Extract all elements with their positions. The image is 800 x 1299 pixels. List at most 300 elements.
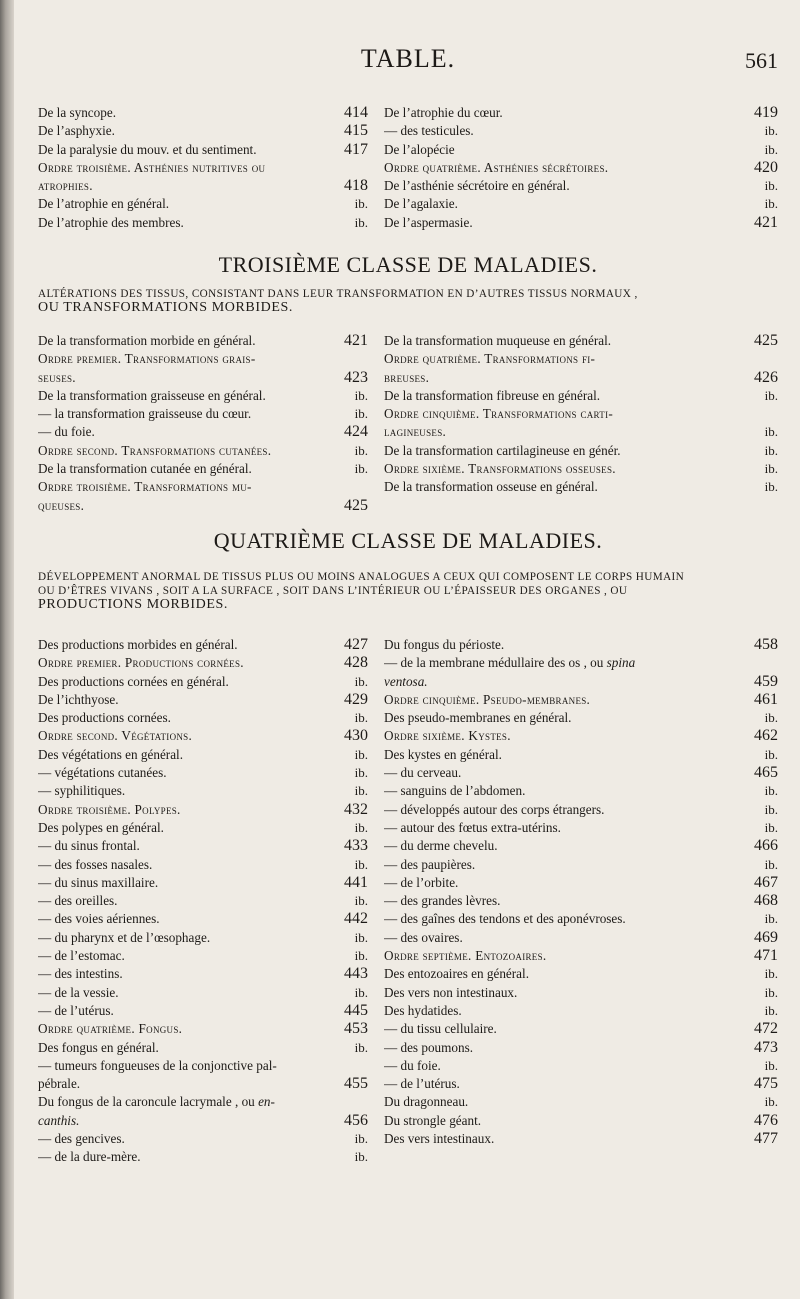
index-entry: [38, 423, 368, 441]
entry-title: [38, 350, 256, 368]
entry-text: breuses.: [384, 369, 430, 385]
entry-text: De l’aspermasie.: [384, 214, 473, 230]
entry-text: — du sinus maxillaire.: [38, 874, 159, 890]
index-entry: [384, 104, 778, 122]
entry-page-number: ib.: [354, 819, 368, 835]
entry-page-number: ib.: [354, 765, 368, 781]
entry-page-number: 445: [344, 1001, 368, 1019]
entry-page-number: 465: [754, 764, 778, 782]
entry-text: De l’atrophie du cœur.: [384, 105, 503, 120]
entry-text: — du pharynx et de l’œsophage.: [38, 929, 211, 945]
entry-title: [384, 405, 613, 423]
entry-title: [38, 636, 238, 654]
entry-text: Ordre premier. Productions cornées.: [38, 655, 244, 671]
entry-page-number: 473: [754, 1038, 778, 1056]
entry-title: [38, 1020, 182, 1038]
entry-title: [384, 177, 570, 195]
entry-title: [38, 1039, 159, 1057]
index-entry: [384, 782, 778, 800]
index-entry: [38, 350, 368, 368]
class3-subtitle: [38, 287, 778, 315]
entry-text: — du cerveau.: [384, 765, 462, 781]
index-entry: [384, 195, 778, 213]
index-entry: [384, 856, 778, 874]
entry-title: [384, 746, 502, 764]
page-number: 561: [745, 48, 778, 73]
index-entry: [38, 141, 368, 159]
index-entry: [38, 478, 368, 496]
index-entry: [384, 1002, 778, 1020]
entry-page-number: ib.: [354, 856, 368, 872]
top-left-column: [38, 104, 368, 232]
entry-text: — la transformation graisseuse du cœur.: [38, 406, 252, 422]
entry-title: [384, 764, 461, 782]
index-entry: [384, 727, 778, 745]
index-entry: [384, 837, 778, 855]
entry-text: De l’alopécie: [384, 141, 455, 157]
entry-page-number: ib.: [354, 948, 368, 964]
entry-text: De la transformation fibreuse en général.: [384, 387, 601, 403]
entry-title: [38, 478, 252, 496]
index-entry: [384, 387, 778, 405]
entry-title: [384, 387, 600, 405]
entry-text: — des poumons.: [384, 1039, 474, 1055]
class4-right-column: [384, 636, 778, 1148]
entry-title: [384, 1130, 494, 1148]
entry-page-number: ib.: [764, 479, 778, 495]
entry-text: Du fongus du périoste.: [384, 637, 505, 652]
entry-text: — des fosses nasales.: [38, 856, 153, 872]
class4-heading: QUATRIÈME CLASSE DE MALADIES.: [213, 528, 603, 553]
entry-page-number: 429: [344, 690, 368, 708]
index-entry: [38, 332, 368, 350]
entry-title: [38, 460, 252, 478]
entry-page-number: ib.: [354, 442, 368, 458]
entry-text: Ordre troisième. Polypes.: [38, 801, 181, 817]
index-entry: [38, 104, 368, 122]
entry-text: Du dragonneau.: [384, 1094, 469, 1110]
entry-page-number: ib.: [764, 123, 778, 139]
index-entry: [384, 874, 778, 892]
entry-text: Des hydatides.: [384, 1002, 462, 1018]
entry-title: [384, 442, 621, 460]
entry-text: De l’atrophie en général.: [38, 196, 170, 212]
entry-title: [38, 1093, 275, 1111]
entry-page-number: ib.: [764, 196, 778, 212]
entry-title: [38, 1130, 125, 1148]
index-entry: [384, 636, 778, 654]
entry-text: Ordre troisième. Transformations mu-: [38, 479, 252, 495]
index-entry: [38, 764, 368, 782]
index-entry: [384, 673, 778, 691]
entry-page-number: 442: [344, 910, 368, 928]
entry-text: — du derme chevelu.: [384, 838, 498, 854]
entry-page-number: ib.: [354, 406, 368, 422]
index-entry: [38, 1130, 368, 1148]
index-entry: [38, 947, 368, 965]
entry-text: Des vers non intestinaux.: [384, 984, 518, 1000]
entry-title: [38, 746, 183, 764]
index-entry: [38, 892, 368, 910]
entry-page-number: 425: [344, 496, 368, 514]
index-entry: [384, 141, 778, 159]
entry-page-number: ib.: [764, 819, 778, 835]
entry-text: — du foie.: [38, 424, 95, 440]
index-entry: [38, 369, 368, 387]
entry-title: [384, 332, 611, 350]
entry-page-number: 461: [754, 690, 778, 708]
class4-left-column: [38, 636, 368, 1167]
entry-title: [384, 1057, 441, 1075]
index-entry: [38, 405, 368, 423]
entry-italic-text: ventosa.: [384, 673, 428, 689]
entry-title: [384, 709, 571, 727]
entry-page-number: ib.: [764, 984, 778, 1000]
entry-title: [384, 1112, 481, 1130]
entry-italic-text: canthis.: [38, 1112, 80, 1128]
entry-title: [384, 984, 517, 1002]
entry-title: [38, 387, 266, 405]
index-entry: [384, 892, 778, 910]
entry-page-number: ib.: [764, 1094, 778, 1110]
entry-title: [384, 159, 608, 177]
entry-title: [38, 874, 158, 892]
class3-left-column: [38, 332, 368, 515]
index-entry: [38, 1002, 368, 1020]
entry-page-number: ib.: [354, 929, 368, 945]
entry-text: — du sinus frontal.: [38, 838, 140, 854]
index-entry: [384, 405, 778, 423]
entry-text: atrophies.: [38, 178, 93, 194]
entry-page-number: ib.: [354, 1149, 368, 1165]
entry-text: Des végétations en général.: [38, 746, 184, 762]
entry-page-number: 423: [344, 368, 368, 386]
entry-italic-text: spina: [606, 655, 636, 671]
index-entry: [38, 910, 368, 928]
entry-page-number: ib.: [354, 214, 368, 230]
entry-title: [384, 1093, 468, 1111]
index-entry: [384, 159, 778, 177]
entry-text: Des fongus en général.: [38, 1039, 159, 1055]
index-entry: [38, 1112, 368, 1130]
entry-page-number: 453: [344, 1020, 368, 1038]
entry-title: [384, 214, 473, 232]
entry-title: [384, 673, 428, 691]
entry-page-number: 421: [754, 213, 778, 231]
entry-page-number: ib.: [764, 461, 778, 477]
class3-subtitle-line2: OU TRANSFORMATIONS MORBIDES.: [38, 300, 293, 315]
index-entry: [38, 195, 368, 213]
index-entry: [384, 929, 778, 947]
index-entry: [384, 709, 778, 727]
entry-text: Ordre second. Transformations cutanées.: [38, 442, 272, 458]
entry-title: [384, 947, 547, 965]
entry-title: [38, 332, 256, 350]
entry-page-number: 455: [344, 1075, 368, 1093]
index-entry: [38, 1039, 368, 1057]
entry-title: [384, 122, 474, 140]
index-entry: [384, 910, 778, 928]
entry-title: [384, 141, 455, 159]
index-entry: [38, 819, 368, 837]
entry-page-number: 427: [344, 636, 368, 653]
entry-title: [38, 929, 210, 947]
entry-title: [384, 1020, 497, 1038]
entry-page-number: ib.: [764, 1057, 778, 1073]
entry-text: Des pseudo-membranes en général.: [384, 710, 572, 726]
index-entry: [384, 1130, 778, 1148]
entry-page-number: 432: [344, 800, 368, 818]
index-entry: [38, 984, 368, 1002]
entry-page-number: 428: [344, 654, 368, 672]
entry-page-number: ib.: [764, 1002, 778, 1018]
entry-page-number: ib.: [354, 387, 368, 403]
index-entry: [384, 332, 778, 350]
entry-title: [38, 764, 167, 782]
entry-text: De la transformation graisseuse en général.: [38, 387, 266, 403]
index-entry: [38, 801, 368, 819]
entry-text: — des voies aériennes.: [38, 911, 160, 927]
entry-page-number: ib.: [764, 856, 778, 872]
entry-page-number: 433: [344, 837, 368, 855]
entry-text: Ordre troisième. Asthénies nutritives ou: [38, 159, 266, 175]
index-entry: [384, 1112, 778, 1130]
entry-text: Ordre premier. Transformations grais-: [38, 351, 256, 367]
index-entry: [38, 856, 368, 874]
entry-title: [38, 1075, 80, 1093]
entry-title: [384, 782, 525, 800]
entry-text: — de la membrane médullaire des os , ou: [384, 655, 607, 671]
entry-text: Des kystes en général.: [384, 746, 502, 762]
entry-page-number: ib.: [354, 984, 368, 1000]
class4-index-section: [38, 636, 778, 1196]
entry-text: Ordre quatrième. Asthénies sécrétoires.: [384, 159, 609, 175]
index-entry: [384, 460, 778, 478]
entry-text: — des gencives.: [38, 1131, 125, 1147]
entry-page-number: 430: [344, 727, 368, 745]
index-entry: [384, 350, 778, 368]
entry-text: — du foie.: [384, 1057, 441, 1073]
index-entry: [38, 387, 368, 405]
index-entry: [38, 1075, 368, 1093]
entry-text: De la transformation morbide en général.: [38, 333, 256, 348]
entry-title: [384, 837, 498, 855]
entry-page-number: ib.: [354, 196, 368, 212]
entry-page-number: ib.: [764, 746, 778, 762]
index-entry: [384, 423, 778, 441]
entry-page-number: ib.: [764, 911, 778, 927]
entry-title: [38, 497, 84, 515]
index-entry: [38, 782, 368, 800]
class4-subtitle-line2: OU D’ÊTRES VIVANS , SOIT A LA SURFACE , SOIT DANS L’INTÉRIEUR OU L’ÉPAISSEUR DES ORGANES , OU: [38, 585, 628, 597]
entry-text: De la syncope.: [38, 105, 116, 120]
index-entry: [38, 929, 368, 947]
top-index-section: [38, 104, 778, 234]
entry-text: — végétations cutanées.: [38, 765, 167, 781]
index-entry: [38, 965, 368, 983]
entry-text: Des vers intestinaux.: [384, 1131, 495, 1147]
entry-title: [384, 856, 475, 874]
entry-title: [38, 195, 169, 213]
entry-title: [38, 727, 192, 745]
entry-text: Ordre cinquième. Transformations carti-: [384, 406, 614, 422]
entry-text: Du strongle géant.: [384, 1112, 482, 1128]
entry-page-number: ib.: [354, 893, 368, 909]
entry-page-number: 462: [754, 727, 778, 745]
entry-text: De l’ichthyose.: [38, 691, 119, 707]
entry-title: [38, 782, 125, 800]
entry-page-number: ib.: [764, 178, 778, 194]
entry-page-number: ib.: [354, 461, 368, 477]
index-entry: [384, 442, 778, 460]
index-entry: [384, 1039, 778, 1057]
entry-title: [384, 350, 595, 368]
entry-title: [384, 195, 458, 213]
entry-text: Ordre septième. Entozoaires.: [384, 948, 547, 964]
entry-page-number: 456: [344, 1111, 368, 1129]
entry-text: — des intestins.: [38, 966, 123, 982]
top-right-column: [384, 104, 778, 232]
index-entry: [38, 122, 368, 140]
entry-page-number: ib.: [764, 141, 778, 157]
entry-title: [38, 691, 119, 709]
entry-title: [38, 709, 171, 727]
index-entry: [384, 764, 778, 782]
entry-page-number: ib.: [354, 1039, 368, 1055]
entry-title: [38, 801, 181, 819]
index-entry: [38, 460, 368, 478]
entry-text: — de l’estomac.: [38, 948, 125, 964]
class3-right-column: [384, 332, 778, 497]
entry-page-number: ib.: [354, 673, 368, 689]
entry-text: — des ovaires.: [384, 929, 463, 945]
entry-text: Des productions cornées en général.: [38, 673, 229, 689]
entry-title: [384, 892, 500, 910]
class4-subtitle-line3: PRODUCTIONS MORBIDES.: [38, 597, 228, 612]
index-entry: [384, 122, 778, 140]
entry-page-number: 417: [344, 140, 368, 158]
entry-title: [384, 910, 626, 928]
entry-title: [384, 369, 429, 387]
index-entry: [384, 654, 778, 672]
index-entry: [384, 1020, 778, 1038]
entry-title: [38, 122, 115, 140]
entry-text: queuses.: [38, 497, 85, 513]
index-entry: [38, 214, 368, 232]
entry-title: [38, 856, 152, 874]
index-entry: [384, 947, 778, 965]
entry-page-number: 472: [754, 1020, 778, 1038]
index-entry: [38, 177, 368, 195]
class3-index-section: [38, 332, 778, 522]
class4-subtitle-line1: DÉVELOPPEMENT ANORMAL DE TISSUS PLUS OU MOINS ANALOGUES A CEUX QUI COMPOSENT LE CORPS HUMAIN: [38, 571, 685, 583]
entry-title: [38, 673, 229, 691]
entry-text: — du tissu cellulaire.: [384, 1021, 497, 1037]
index-entry: [38, 1020, 368, 1038]
entry-title: [38, 984, 119, 1002]
entry-page-number: ib.: [354, 746, 368, 762]
entry-text: — de l’orbite.: [384, 874, 459, 890]
entry-text: De la paralysie du mouv. et du sentiment.: [38, 141, 257, 157]
entry-text: De l’asthénie sécrétoire en général.: [384, 178, 570, 194]
index-entry: [384, 1075, 778, 1093]
entry-text: Ordre sixième. Kystes.: [384, 728, 511, 744]
entry-page-number: ib.: [764, 710, 778, 726]
entry-title: [384, 423, 446, 441]
index-entry: [384, 1057, 778, 1075]
entry-text: — de la vessie.: [38, 984, 119, 1000]
index-entry: [38, 746, 368, 764]
entry-title: [38, 892, 117, 910]
entry-page-number: 424: [344, 423, 368, 441]
index-entry: [38, 442, 368, 460]
entry-page-number: 421: [344, 332, 368, 349]
entry-title: [38, 214, 184, 232]
index-entry: [384, 214, 778, 232]
index-entry: [38, 1093, 368, 1111]
entry-page-number: ib.: [764, 966, 778, 982]
index-entry: [38, 837, 368, 855]
index-entry: [38, 727, 368, 745]
class3-subtitle-line1: ALTÉRATIONS DES TISSUS, CONSISTANT DANS LEUR TRANSFORMATION EN D’AUTRES TISSUS NORMAUX ,: [38, 288, 638, 300]
entry-text: De l’agalaxie.: [384, 196, 458, 212]
index-entry: [38, 497, 368, 515]
entry-page-number: 476: [754, 1111, 778, 1129]
entry-text: Des entozoaires en général.: [384, 966, 529, 982]
entry-title: [38, 177, 93, 195]
entry-text: Des polypes en général.: [38, 819, 164, 835]
entry-text: — des paupières.: [384, 856, 476, 872]
entry-title: [384, 801, 604, 819]
entry-text: — de la dure-mère.: [38, 1149, 141, 1165]
class4-subtitle: [38, 570, 778, 612]
index-entry: [38, 654, 368, 672]
entry-text: — sanguins de l’abdomen.: [384, 783, 526, 799]
entry-page-number: 425: [754, 332, 778, 349]
entry-page-number: 469: [754, 928, 778, 946]
entry-text: — syphilitiques.: [38, 783, 126, 799]
index-entry: [384, 691, 778, 709]
entry-text: pébrale.: [38, 1076, 81, 1092]
index-entry: [384, 984, 778, 1002]
entry-title: [38, 141, 257, 159]
index-entry: [38, 159, 368, 177]
index-entry: [384, 369, 778, 387]
entry-text: seuses.: [38, 369, 76, 385]
entry-title: [384, 1075, 460, 1093]
entry-page-number: ib.: [764, 783, 778, 799]
entry-page-number: 420: [754, 158, 778, 176]
entry-title: [38, 654, 244, 672]
entry-page-number: ib.: [764, 424, 778, 440]
entry-text: Ordre cinquième. Pseudo-membranes.: [384, 691, 591, 707]
entry-text: Des productions cornées.: [38, 710, 171, 726]
index-entry: [384, 801, 778, 819]
entry-page-number: 418: [344, 177, 368, 195]
entry-text: De la transformation muqueuse en général.: [384, 333, 612, 348]
entry-page-number: 415: [344, 122, 368, 140]
entry-title: [38, 910, 160, 928]
index-entry: [384, 1093, 778, 1111]
entry-title: [384, 929, 463, 947]
entry-title: [38, 1148, 141, 1166]
entry-text: De l’asphyxie.: [38, 123, 115, 139]
entry-title: [384, 727, 511, 745]
entry-page-number: 419: [754, 104, 778, 121]
entry-text: — de l’utérus.: [384, 1076, 460, 1092]
entry-text: De la transformation cutanée en général.: [38, 461, 252, 477]
entry-text: — des oreilles.: [38, 893, 118, 909]
